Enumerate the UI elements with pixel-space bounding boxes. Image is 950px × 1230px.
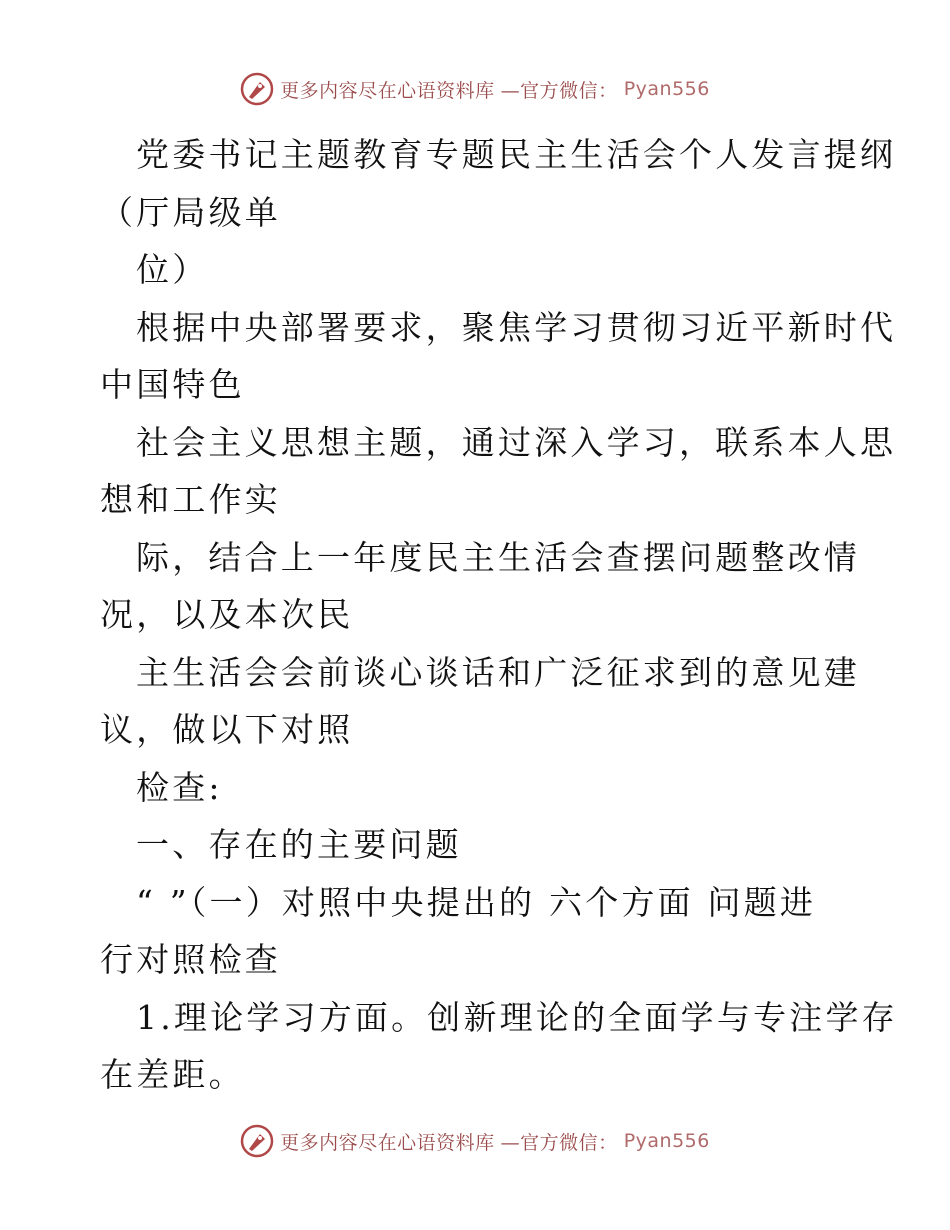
paragraph-line: 议，做以下对照 xyxy=(100,710,354,749)
paragraph-line: 况，以及本次民 xyxy=(100,595,354,634)
watermark-wechat-id: Pyan556 xyxy=(623,78,710,100)
document-title-line: 党委书记主题教育专题民主生活会个人发言提纲 xyxy=(136,135,897,174)
list-item: 1.理论学习方面。创新理论的全面学与专注学存 xyxy=(136,997,898,1037)
paragraph-line: 社会主义思想主题，通过深入学习，联系本人思 xyxy=(136,422,897,462)
watermark-separator: —官方微信： xyxy=(500,1131,618,1154)
list-item: 在差距。 xyxy=(100,1055,245,1094)
paragraph-line: 主生活会会前谈心谈话和广泛征求到的意见建 xyxy=(136,652,860,692)
pen-nib-circle-icon xyxy=(240,72,274,106)
document-title-line: 位） xyxy=(136,250,209,289)
header-watermark xyxy=(0,72,950,106)
watermark-wechat-id: Pyan556 xyxy=(623,1130,710,1152)
paragraph-line: 际，结合上一年度民主生活会查摆问题整改情 xyxy=(136,537,860,577)
pen-nib-circle-icon xyxy=(240,1124,274,1158)
paragraph-line: 想和工作实 xyxy=(100,480,281,519)
paragraph-line: 根据中央部署要求，聚焦学习贯彻习近平新时代 xyxy=(136,307,897,347)
watermark-text: 更多内容尽在心语资料库 xyxy=(280,1131,495,1154)
document-title-line: （厅局级单 xyxy=(100,192,281,232)
subsection-heading: “ ”（一）对照中央提出的 六个方面 问题进 xyxy=(136,882,817,922)
watermark-text: 更多内容尽在心语资料库 xyxy=(280,79,495,102)
paragraph-line: 检查: xyxy=(136,767,223,807)
paragraph-line: 中国特色 xyxy=(100,365,245,404)
subsection-heading: 行对照检查 xyxy=(100,940,281,979)
watermark-separator: —官方微信： xyxy=(500,79,618,102)
section-heading: 一、存在的主要问题 xyxy=(136,825,462,864)
footer-watermark xyxy=(0,1124,950,1158)
document-body xyxy=(100,126,898,1104)
